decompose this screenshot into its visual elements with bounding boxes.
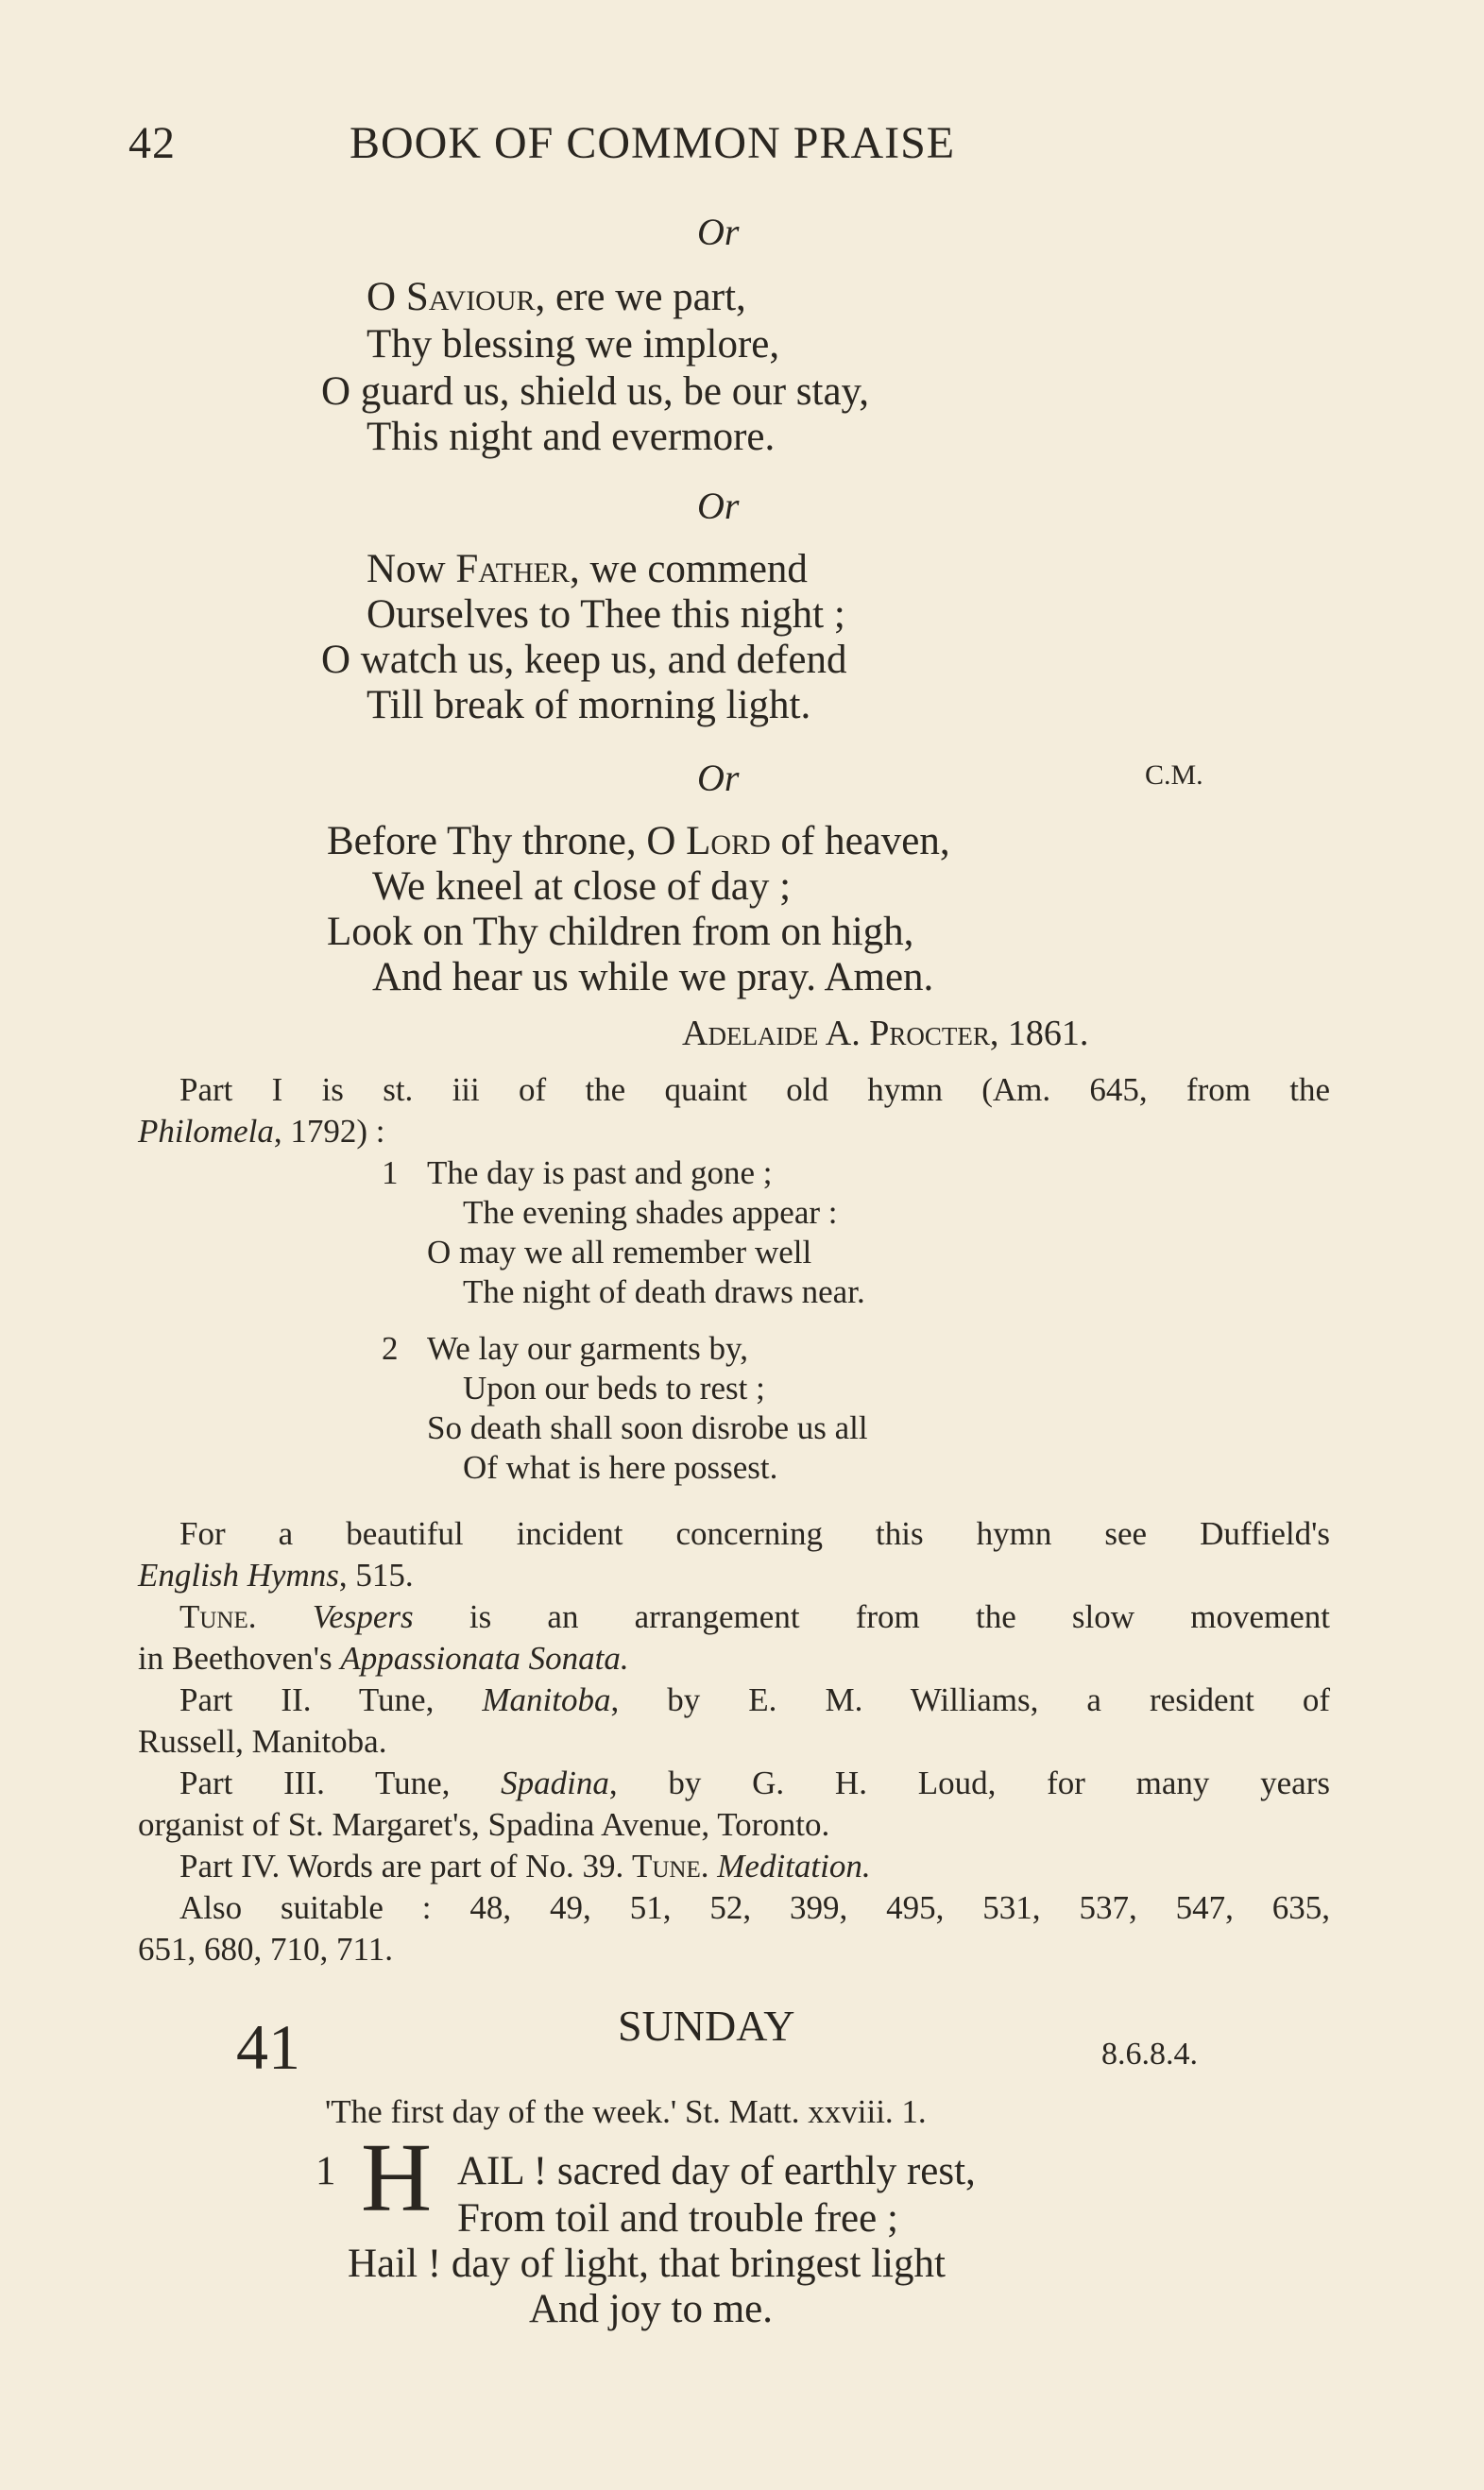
verse-line: AIL ! sacred day of earthly rest, — [457, 2149, 976, 2193]
quoted-line: So death shall soon disrobe us all — [427, 1409, 868, 1446]
verse-line: O watch us, keep us, and defend — [321, 638, 847, 682]
note-line: Philomela, 1792) : — [138, 1113, 385, 1150]
verse-line: Thy blessing we implore, — [367, 322, 780, 367]
quoted-line: We lay our garments by, — [427, 1330, 748, 1367]
verse-line: Now Father, we commend — [367, 547, 808, 591]
verse-line: And hear us while we pray. Amen. — [372, 955, 934, 999]
verse-number: 1 — [316, 2149, 336, 2193]
quoted-verse-number: 2 — [382, 1330, 399, 1367]
quoted-line: The day is past and gone ; — [427, 1154, 773, 1191]
epigraph: 'The first day of the week.' St. Matt. xxviii. 1. — [325, 2093, 927, 2130]
verse-line: Hail ! day of light, that bringest light — [348, 2242, 946, 2286]
verse-line: Before Thy throne, O Lord of heaven, — [327, 819, 950, 863]
note-line: Tune. Vespers is an arrangement from the slow movement — [179, 1598, 1330, 1635]
or-label: Or — [697, 485, 740, 527]
note-line: Part III. Tune, Spadina, by G. H. Loud, for many years — [179, 1765, 1330, 1801]
note-line: 651, 680, 710, 711. — [138, 1931, 393, 1968]
quoted-line: Upon our beds to rest ; — [463, 1370, 765, 1407]
verse-line: Look on Thy children from on high, — [327, 910, 914, 954]
note-line: Part I is st. iii of the quaint old hymn (Am. 645, from the — [179, 1071, 1330, 1108]
note-line: Russell, Manitoba. — [138, 1723, 387, 1760]
hymn-title: SUNDAY — [618, 2002, 795, 2050]
verse-line: Till break of morning light. — [367, 683, 811, 727]
meter-label: C.M. — [1145, 759, 1203, 791]
meter-label: 8.6.8.4. — [1101, 2037, 1198, 2072]
note-line: Part II. Tune, Manitoba, by E. M. Williams, a resident of — [179, 1681, 1330, 1718]
or-label: Or — [697, 211, 740, 253]
verse-line: This night and evermore. — [367, 415, 776, 459]
verse-line: O Saviour, ere we part, — [367, 275, 746, 319]
page-number: 42 — [128, 118, 176, 168]
note-line: organist of St. Margaret's, Spadina Avenue, Toronto. — [138, 1806, 830, 1843]
verse-line: Ourselves to Thee this night ; — [367, 592, 845, 637]
running-title: BOOK OF COMMON PRAISE — [350, 118, 956, 168]
note-line: Also suitable : 48, 49, 51, 52, 399, 495, 531, 537, 547, 635, — [179, 1889, 1330, 1926]
verse-line: From toil and trouble free ; — [457, 2196, 898, 2241]
note-line: For a beautiful incident concerning this hymn see Duffield's — [179, 1515, 1330, 1552]
verse-line: And joy to me. — [529, 2287, 773, 2331]
hymn-number: 41 — [236, 2011, 300, 2083]
note-line: Part IV. Words are part of No. 39. Tune. Meditation. — [179, 1848, 871, 1885]
quoted-line: The night of death draws near. — [463, 1273, 865, 1310]
or-label: Or — [697, 757, 740, 799]
verse-line: O guard us, shield us, be our stay, — [321, 369, 870, 414]
drop-cap: H — [361, 2123, 433, 2232]
quoted-line: O may we all remember well — [427, 1234, 812, 1271]
quoted-verse-number: 1 — [382, 1154, 399, 1191]
note-line: English Hymns, 515. — [138, 1557, 414, 1594]
quoted-line: Of what is here possest. — [463, 1449, 778, 1486]
author-attribution: Adelaide A. Procter, 1861. — [682, 1014, 1089, 1053]
note-line: in Beethoven's Appassionata Sonata. — [138, 1640, 629, 1677]
quoted-line: The evening shades appear : — [463, 1194, 838, 1231]
verse-line: We kneel at close of day ; — [372, 864, 792, 909]
